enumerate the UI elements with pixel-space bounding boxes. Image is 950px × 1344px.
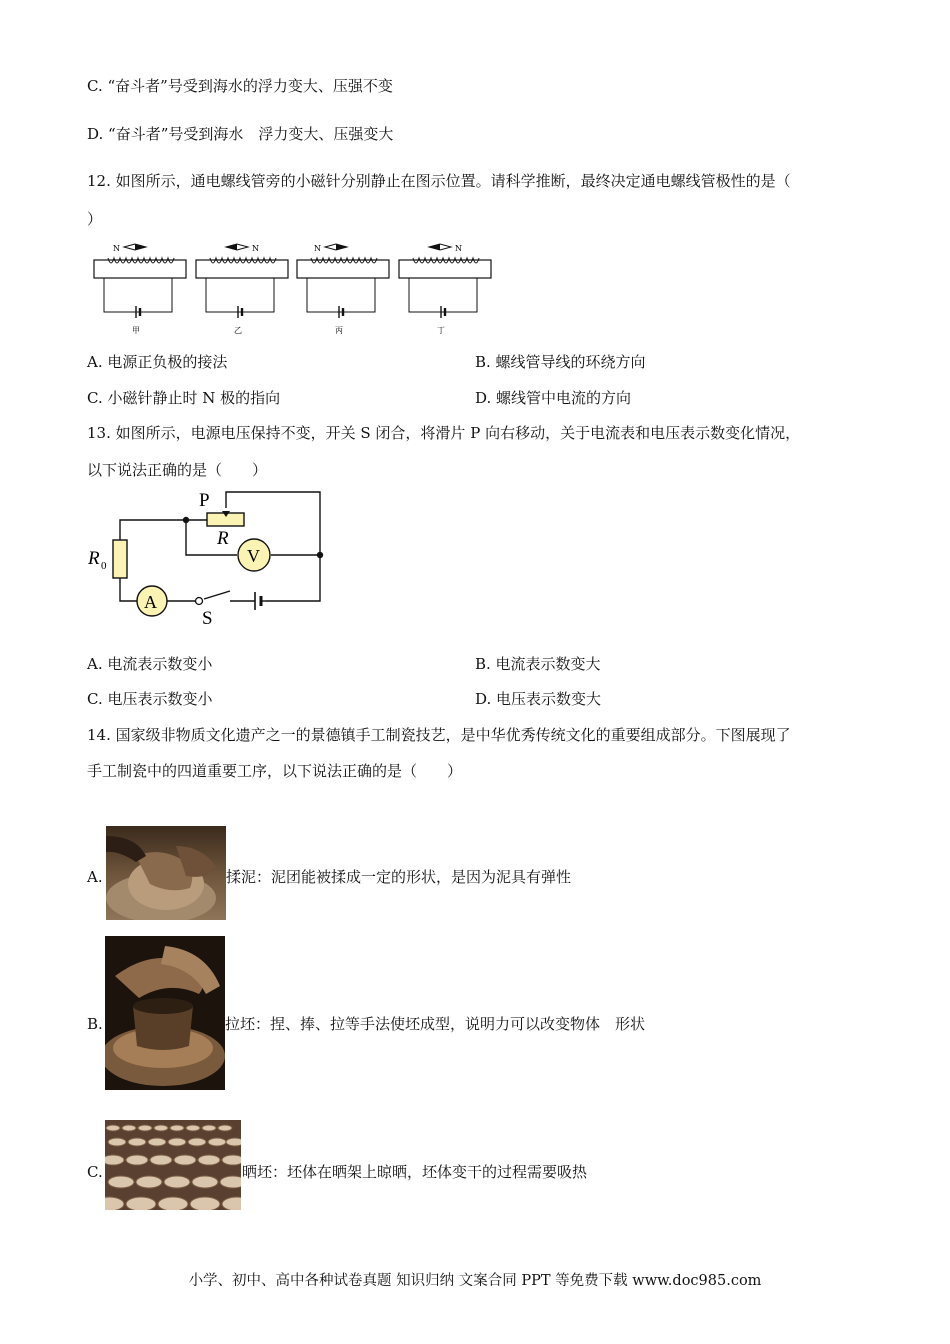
label-r0: R xyxy=(88,548,100,569)
q12-option-b: B. 螺线管导线的环绕方向 xyxy=(475,353,646,371)
q13-option-c: C. 电压表示数变小 xyxy=(87,690,213,708)
q12-option-c: C. 小磁针静止时 N 极的指向 xyxy=(87,389,281,407)
solenoid-panel-yi xyxy=(196,244,288,335)
q14-option-a-text: 揉泥：泥团能被揉成一定的形状，是因为泥具有弹性 xyxy=(226,868,572,886)
solenoid-panel-bing xyxy=(297,244,389,335)
q13-option-b: B. 电流表示数变大 xyxy=(475,655,601,673)
q13-stem-line1: 13. 如图所示，电源电压保持不变，开关 S 闭合，将滑片 P 向右移动，关于电流表和电压表示数变化情况， xyxy=(87,424,801,442)
circuit-diagram xyxy=(80,482,340,632)
q13-stem-line2: 以下说法正确的是（ ） xyxy=(87,461,268,479)
q12-stem-line1: 12. 如图所示，通电螺线管旁的小磁针分别静止在图示位置。请科学推断，最终决定通电螺线管极性的是（ xyxy=(87,172,791,190)
q12-option-d: D. 螺线管中电流的方向 xyxy=(475,389,632,407)
q14-option-c-text: 晒坯：坯体在晒架上晾晒，坯体变干的过程需要吸热 xyxy=(242,1163,588,1181)
panel-label: 丁 xyxy=(437,326,445,335)
needle-pole-label: N xyxy=(113,244,120,253)
solenoid-figure xyxy=(90,240,500,340)
switch-s xyxy=(196,598,203,605)
label-a: A xyxy=(144,592,157,612)
label-r0-subscript: 0 xyxy=(101,560,107,572)
kneading-clay-photo xyxy=(106,826,226,920)
q12-option-a: A. 电源正负极的接法 xyxy=(87,353,228,371)
label-p: P xyxy=(199,490,210,511)
throwing-pottery-photo xyxy=(105,936,225,1090)
q14-option-a-letter: A. xyxy=(87,868,103,886)
solenoid-panel-ding xyxy=(399,244,491,335)
resistor-r0 xyxy=(113,540,127,578)
needle-pole-label: N xyxy=(455,244,462,253)
needle-pole-label: N xyxy=(252,244,259,253)
q14-stem-line2: 手工制瓷中的四道重要工序，以下说法正确的是（ ） xyxy=(87,762,463,780)
panel-label: 丙 xyxy=(335,326,343,335)
q14-option-b-letter: B. xyxy=(87,1015,103,1033)
label-v: V xyxy=(247,546,260,566)
q11-option-c: C. “奋斗者”号受到海水的浮力变大、压强不变 xyxy=(87,77,393,95)
panel-label: 甲 xyxy=(132,326,140,335)
q11-option-d: D. “奋斗者”号受到海水 浮力变大、压强变大 xyxy=(87,125,394,143)
needle-pole-label: N xyxy=(314,244,321,253)
q13-option-d: D. 电压表示数变大 xyxy=(475,690,602,708)
label-s: S xyxy=(202,608,213,629)
q14-option-b-text: 拉坯：捏、捧、拉等手法使坯成型，说明力可以改变物体 形状 xyxy=(225,1015,646,1033)
panel-label: 乙 xyxy=(234,326,242,335)
q14-option-c-letter: C. xyxy=(87,1163,103,1181)
q14-stem-line1: 14. 国家级非物质文化遗产之一的景德镇手工制瓷技艺，是中华优秀传统文化的重要组成部分。下图展现了 xyxy=(87,726,791,744)
page-footer: 小学、初中、高中各种试卷真题 知识归纳 文案合同 PPT 等免费下载 www.doc985.com xyxy=(188,1273,762,1289)
label-r: R xyxy=(217,528,229,549)
solenoid-panel-jia xyxy=(94,244,186,335)
q12-stem-line2: ） xyxy=(87,210,103,228)
drying-bowls-photo xyxy=(105,1120,241,1210)
q13-option-a: A. 电流表示数变小 xyxy=(87,655,213,673)
